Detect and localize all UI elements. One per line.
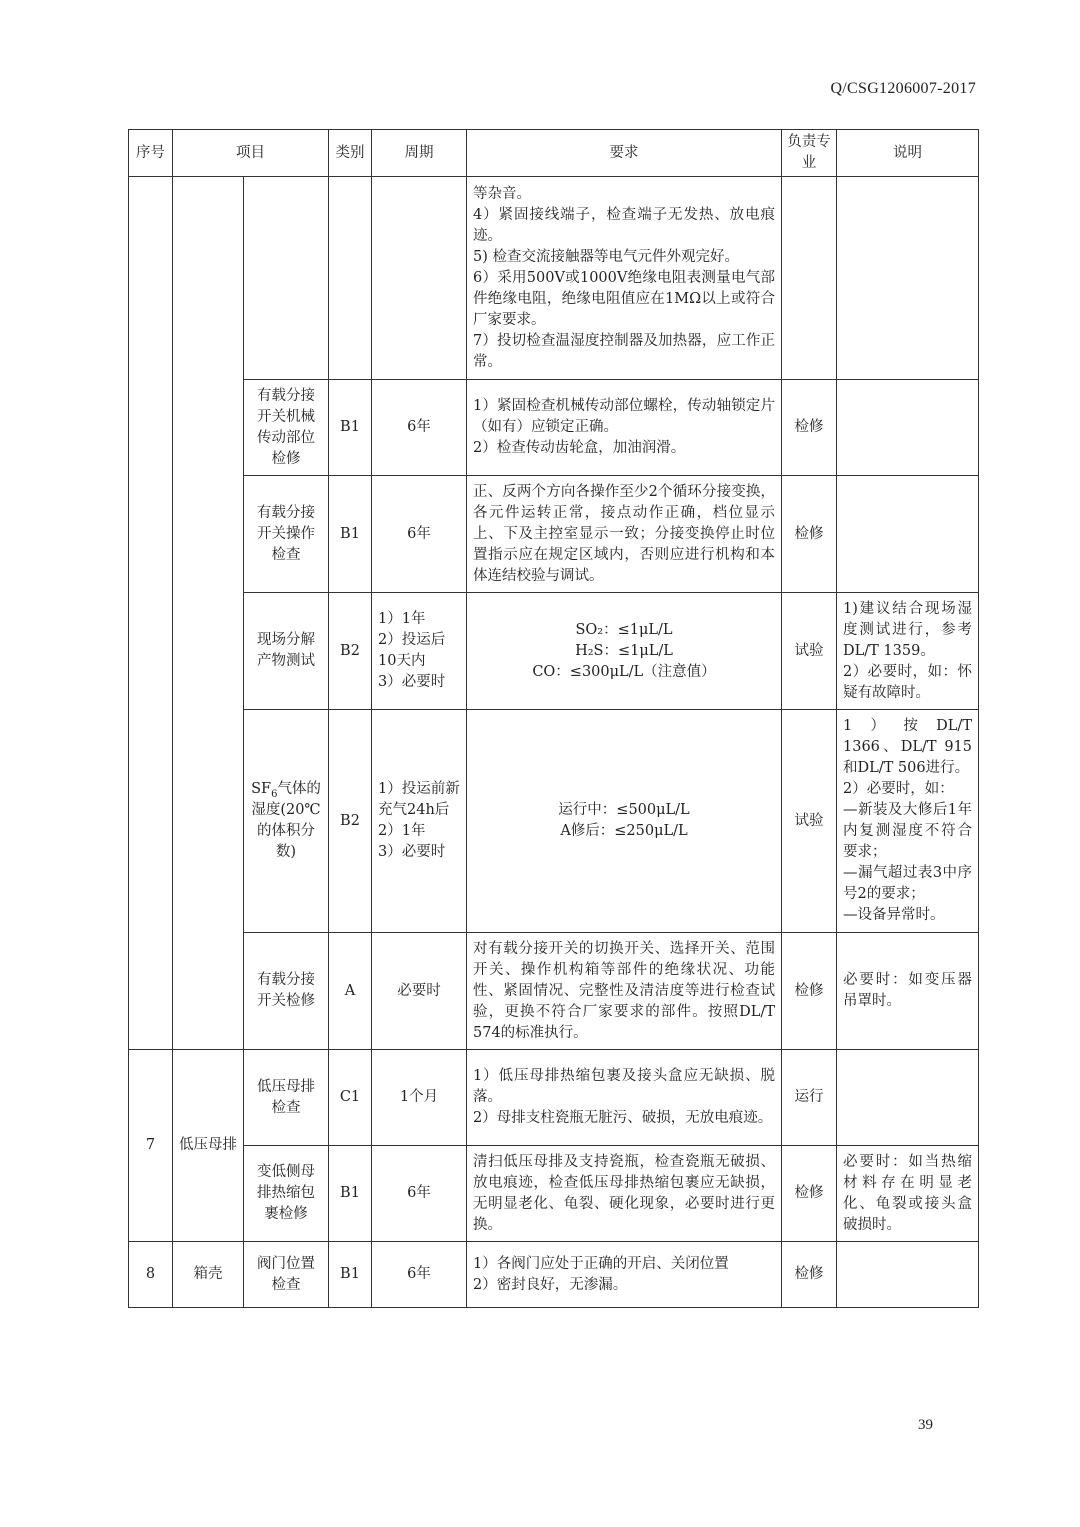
cycle-cell: 6年	[372, 1242, 467, 1308]
page-number: 39	[918, 1417, 933, 1433]
table-row	[129, 710, 979, 933]
cycle-cell: 6年	[372, 380, 467, 476]
item-cell: 有载分接开关操作检查	[244, 476, 329, 593]
requirement-cell: SO₂：≤1μL/L H₂S：≤1μL/L CO：≤300μL/L（注意值）	[467, 593, 782, 710]
requirement-cell: 对有载分接开关的切换开关、选择开关、范围开关、操作机构箱等部件的绝缘状况、功能性、紧固情况、完整性及清洁度等进行检查试验，更换不符合厂家要求的部件。按照DL/T 574的标准执行。	[467, 933, 782, 1050]
table-row	[129, 1050, 979, 1146]
table-row	[129, 177, 979, 380]
table-row	[129, 1242, 979, 1308]
requirement-cell: 1）低压母排热缩包裹及接头盒应无缺损、脱落。 2）母排支柱瓷瓶无脏污、破损，无放电痕迹。	[467, 1050, 782, 1146]
cycle-cell	[372, 177, 467, 380]
requirement-cell: 运行中：≤500μL/L A修后：≤250μL/L	[467, 710, 782, 933]
responsible-cell: 检修	[782, 380, 837, 476]
note-cell	[837, 1050, 979, 1146]
item-cell: 阀门位置检查	[244, 1242, 329, 1308]
no-cell-continued	[129, 177, 173, 1050]
category-cell	[329, 177, 372, 380]
maintenance-table	[128, 129, 979, 1308]
item-cell: 低压母排检查	[244, 1050, 329, 1146]
requirement-cell: 1）各阀门应处于正确的开启、关闭位置 2）密封良好，无渗漏。	[467, 1242, 782, 1308]
no-cell: 8	[129, 1242, 173, 1308]
category-cell: B2	[329, 710, 372, 933]
cycle-cell: 1）1年 2）投运后10天内 3）必要时	[372, 593, 467, 710]
requirement-cell: 清扫低压母排及支持瓷瓶，检查瓷瓶无破损、放电痕迹，检查低压母排热缩包裹应无缺损，无明显老化、龟裂、硬化现象，必要时进行更换。	[467, 1146, 782, 1242]
category-cell: B1	[329, 1242, 372, 1308]
header-cycle: 周期	[372, 130, 467, 177]
cycle-cell: 6年	[372, 1146, 467, 1242]
cycle-cell: 6年	[372, 476, 467, 593]
responsible-cell	[782, 177, 837, 380]
note-cell	[837, 380, 979, 476]
table-row	[129, 476, 979, 593]
note-cell: 必要时：如当热缩材料存在明显老化、龟裂或接头盒破损时。	[837, 1146, 979, 1242]
category-cell: C1	[329, 1050, 372, 1146]
cycle-cell: 1）投运前新充气24h后 2）1年 3）必要时	[372, 710, 467, 933]
requirement-cell: 1）紧固检查机械传动部位螺栓，传动轴锁定片（如有）应锁定正确。 2）检查传动齿轮盒，加油润滑。	[467, 380, 782, 476]
category-cell: B1	[329, 476, 372, 593]
table-row	[129, 380, 979, 476]
cycle-cell: 1个月	[372, 1050, 467, 1146]
requirement-cell: 正、反两个方向各操作至少2个循环分接变换，各元件运转正常，接点动作正确，档位显示上、下及主控室显示一致；分接变换停止时位置指示应在规定区域内，否则应进行机构和本体连结校验与调试。	[467, 476, 782, 593]
responsible-cell: 运行	[782, 1050, 837, 1146]
note-cell: 1）按DL/T 1366、DL/T 915和DL/T 506进行。 2）必要时，如： —新装及大修后1年内复测湿度不符合要求； —漏气超过表3中序号2的要求； —设备异常时。	[837, 710, 979, 933]
category-cell: B1	[329, 1146, 372, 1242]
header-row	[129, 130, 979, 177]
responsible-cell: 检修	[782, 933, 837, 1050]
header-category: 类别	[329, 130, 372, 177]
note-cell: 必要时：如变压器吊罩时。	[837, 933, 979, 1050]
group-cell: 箱壳	[173, 1242, 244, 1308]
cycle-cell: 必要时	[372, 933, 467, 1050]
document-code: Q/CSG1206007-2017	[830, 80, 976, 97]
category-cell: B2	[329, 593, 372, 710]
group-cell-continued	[173, 177, 244, 1050]
header-no: 序号	[129, 130, 173, 177]
header-responsible: 负责专业	[782, 130, 837, 177]
note-cell: 1)建议结合现场湿度测试进行，参考DL/T 1359。 2）必要时，如：怀疑有故障时。	[837, 593, 979, 710]
header-item: 项目	[173, 130, 329, 177]
table-row	[129, 933, 979, 1050]
no-cell: 7	[129, 1050, 173, 1242]
item-cell: 现场分解产物测试	[244, 593, 329, 710]
group-cell: 低压母排	[173, 1050, 244, 1242]
item-cell: 变低侧母排热缩包裹检修	[244, 1146, 329, 1242]
table-row	[129, 593, 979, 710]
table-row	[129, 1146, 979, 1242]
responsible-cell: 试验	[782, 593, 837, 710]
item-cell: 有载分接开关检修	[244, 933, 329, 1050]
header-requirement: 要求	[467, 130, 782, 177]
responsible-cell: 检修	[782, 476, 837, 593]
header-note: 说明	[837, 130, 979, 177]
requirement-cell: 等杂音。 4）紧固接线端子，检查端子无发热、放电痕迹。 5) 检查交流接触器等电气元件外观完好。 6）采用500V或1000V绝缘电阻表测量电气部件绝缘电阻，绝缘电阻值应在1MΩ以上或符合厂家要求。 7）投切检查温湿度控制器及加热器，应工作正常。	[467, 177, 782, 380]
category-cell: A	[329, 933, 372, 1050]
responsible-cell: 检修	[782, 1242, 837, 1308]
category-cell: B1	[329, 380, 372, 476]
note-cell	[837, 1242, 979, 1308]
item-cell: $SF_6$气体的湿度(20℃的体积分数)	[244, 710, 329, 933]
note-cell	[837, 476, 979, 593]
item-cell: 有载分接开关机械传动部位检修	[244, 380, 329, 476]
responsible-cell: 检修	[782, 1146, 837, 1242]
note-cell	[837, 177, 979, 380]
item-cell	[244, 177, 329, 380]
responsible-cell: 试验	[782, 710, 837, 933]
